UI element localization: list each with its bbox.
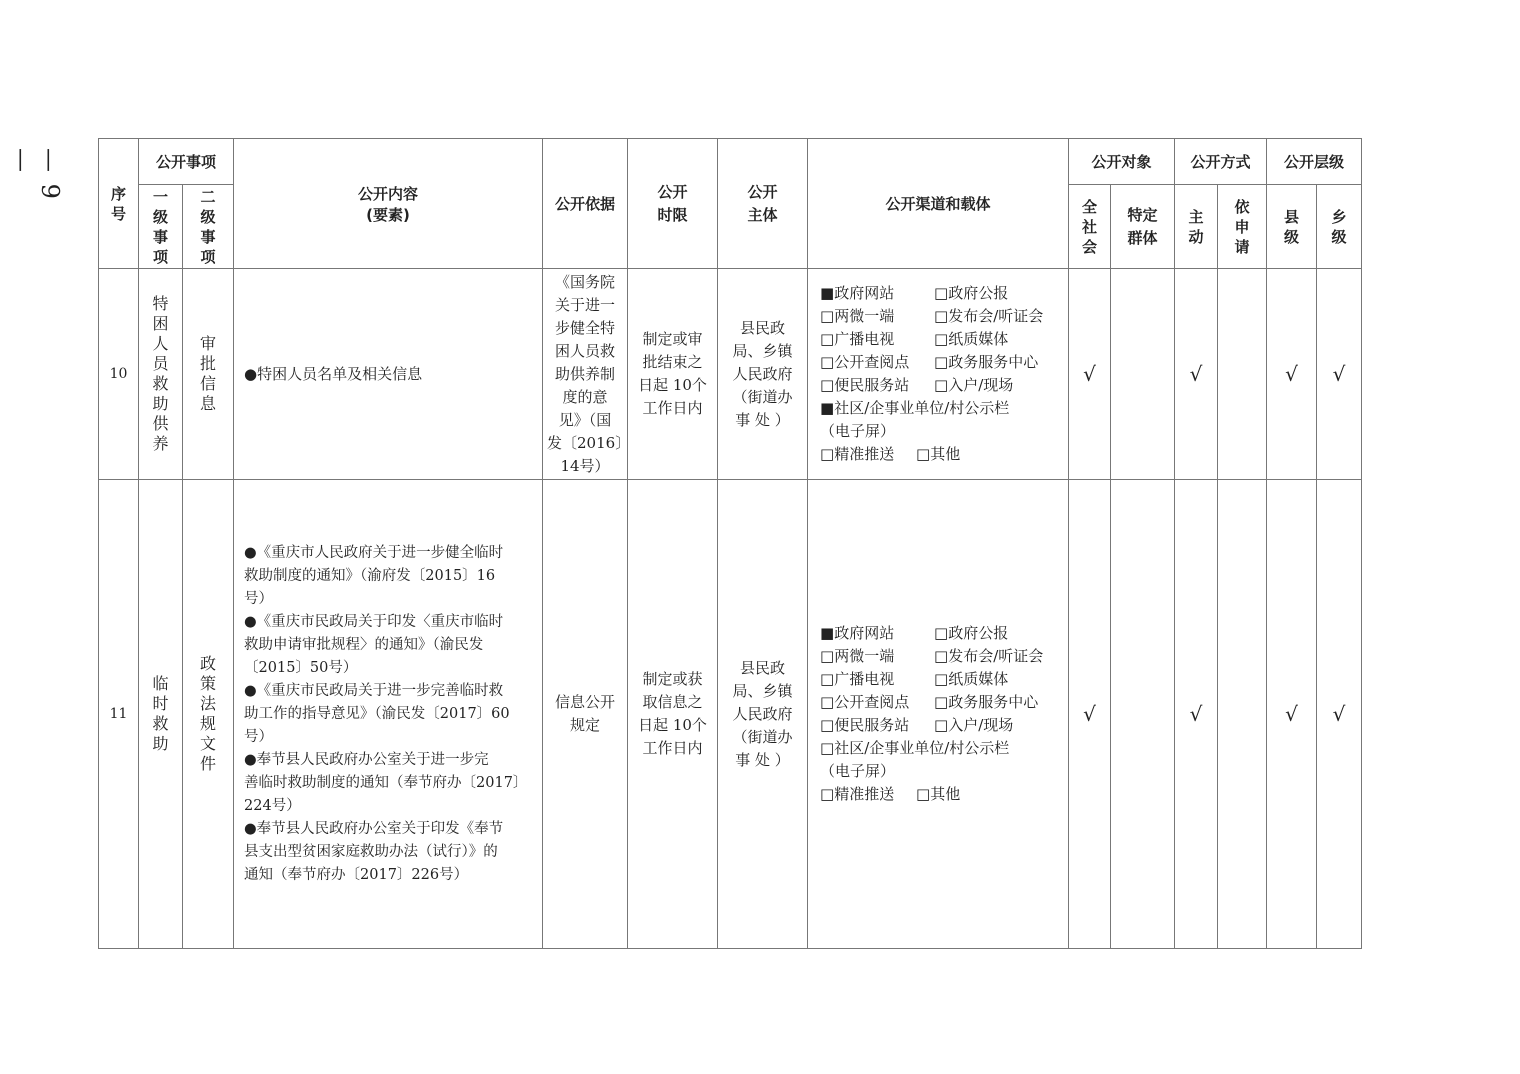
checkmark-all-society: √ bbox=[1069, 269, 1111, 480]
table-row bbox=[99, 480, 1362, 949]
row-level2: 政 策 法 规 文 件 bbox=[183, 480, 234, 949]
row-limit: 制定或获 取信息之 日起 10个 工作日内 bbox=[628, 480, 718, 949]
header-row-1 bbox=[99, 139, 1362, 185]
checkmark-request bbox=[1218, 480, 1267, 949]
row-level1: 临 时 救 助 bbox=[139, 480, 183, 949]
row-channels: ■政府网站 □政府公报 □两微一端 □发布会/听证会 □广播电视 □纸质媒体 □公开查阅点 □政务服务中心 □便民服务站 □入户/现场 ■社区/企事业单位/村公示栏 （电子屏） □精准推送 □其他 bbox=[808, 269, 1069, 480]
row-channels: ■政府网站 □政府公报 □两微一端 □发布会/听证会 □广播电视 □纸质媒体 □公开查阅点 □政务服务中心 □便民服务站 □入户/现场 □社区/企事业单位/村公示栏 （电子屏） □精准推送 □其他 bbox=[808, 480, 1069, 949]
header-mode-active: 主 动 bbox=[1175, 185, 1218, 269]
table-row bbox=[99, 269, 1362, 480]
header-basis: 公开依据 bbox=[543, 139, 628, 269]
page-number: — 9 — bbox=[8, 148, 64, 201]
row-basis: 信息公开 规定 bbox=[543, 480, 628, 949]
header-target-specific: 特定 群体 bbox=[1111, 185, 1175, 269]
header-level-county: 县 级 bbox=[1267, 185, 1317, 269]
header-channels: 公开渠道和载体 bbox=[808, 139, 1069, 269]
row-seq: 10 bbox=[99, 269, 139, 480]
row-content: ●特困人员名单及相关信息 bbox=[234, 269, 543, 480]
row-limit: 制定或审 批结束之 日起 10个 工作日内 bbox=[628, 269, 718, 480]
header-content: 公开内容 (要素) bbox=[234, 139, 543, 269]
header-limit: 公开 时限 bbox=[628, 139, 718, 269]
header-level1: 一 级 事 项 bbox=[139, 185, 183, 269]
header-mode: 公开方式 bbox=[1175, 139, 1267, 185]
checkmark-all-society: √ bbox=[1069, 480, 1111, 949]
row-basis: 《国务院 关于进一 步健全特 困人员救 助供养制 度的意 见》（国 发〔2016〕 14号） bbox=[543, 269, 628, 480]
checkmark-request bbox=[1218, 269, 1267, 480]
checkmark-specific bbox=[1111, 480, 1175, 949]
header-mode-request: 依 申 请 bbox=[1218, 185, 1267, 269]
row-seq: 11 bbox=[99, 480, 139, 949]
header-level-town: 乡 级 bbox=[1317, 185, 1362, 269]
checkmark-town: √ bbox=[1317, 269, 1362, 480]
row-level1: 特 困 人 员 救 助 供 养 bbox=[139, 269, 183, 480]
row-content: ●《重庆市人民政府关于进一步健全临时 救助制度的通知》（渝府发〔2015〕16 号） ●《重庆市民政局关于印发〈重庆市临时 救助申请审批规程〉的通知》（渝民发 〔2015〕50号） ●《重庆市民政局关于进一步完善临时救 助工作的指导意见》（渝民发〔2017〕60 号） ●奉节县人民政府办公室关于进一步完 善临时救助制度的通知（奉节府办〔2017〕 224号） ●奉节县人民政府办公室关于印发《奉节 县支出型贫困家庭救助办法（试行）》的 通知（奉节府办〔2017〕226号） bbox=[234, 480, 543, 949]
row-subject: 县民政 局、乡镇 人民政府 （街道办 事 处 ） bbox=[718, 269, 808, 480]
header-level: 公开层级 bbox=[1267, 139, 1362, 185]
checkmark-active: √ bbox=[1175, 269, 1218, 480]
checkmark-county: √ bbox=[1267, 480, 1317, 949]
disclosure-table bbox=[98, 138, 1362, 949]
row-subject: 县民政 局、乡镇 人民政府 （街道办 事 处 ） bbox=[718, 480, 808, 949]
header-items: 公开事项 bbox=[139, 139, 234, 185]
row-level2: 审 批 信 息 bbox=[183, 269, 234, 480]
header-target-all: 全 社 会 bbox=[1069, 185, 1111, 269]
header-seq: 序 号 bbox=[99, 139, 139, 269]
checkmark-county: √ bbox=[1267, 269, 1317, 480]
checkmark-town: √ bbox=[1317, 480, 1362, 949]
header-subject: 公开 主体 bbox=[718, 139, 808, 269]
checkmark-active: √ bbox=[1175, 480, 1218, 949]
header-level2: 二 级 事 项 bbox=[183, 185, 234, 269]
header-target: 公开对象 bbox=[1069, 139, 1175, 185]
checkmark-specific bbox=[1111, 269, 1175, 480]
